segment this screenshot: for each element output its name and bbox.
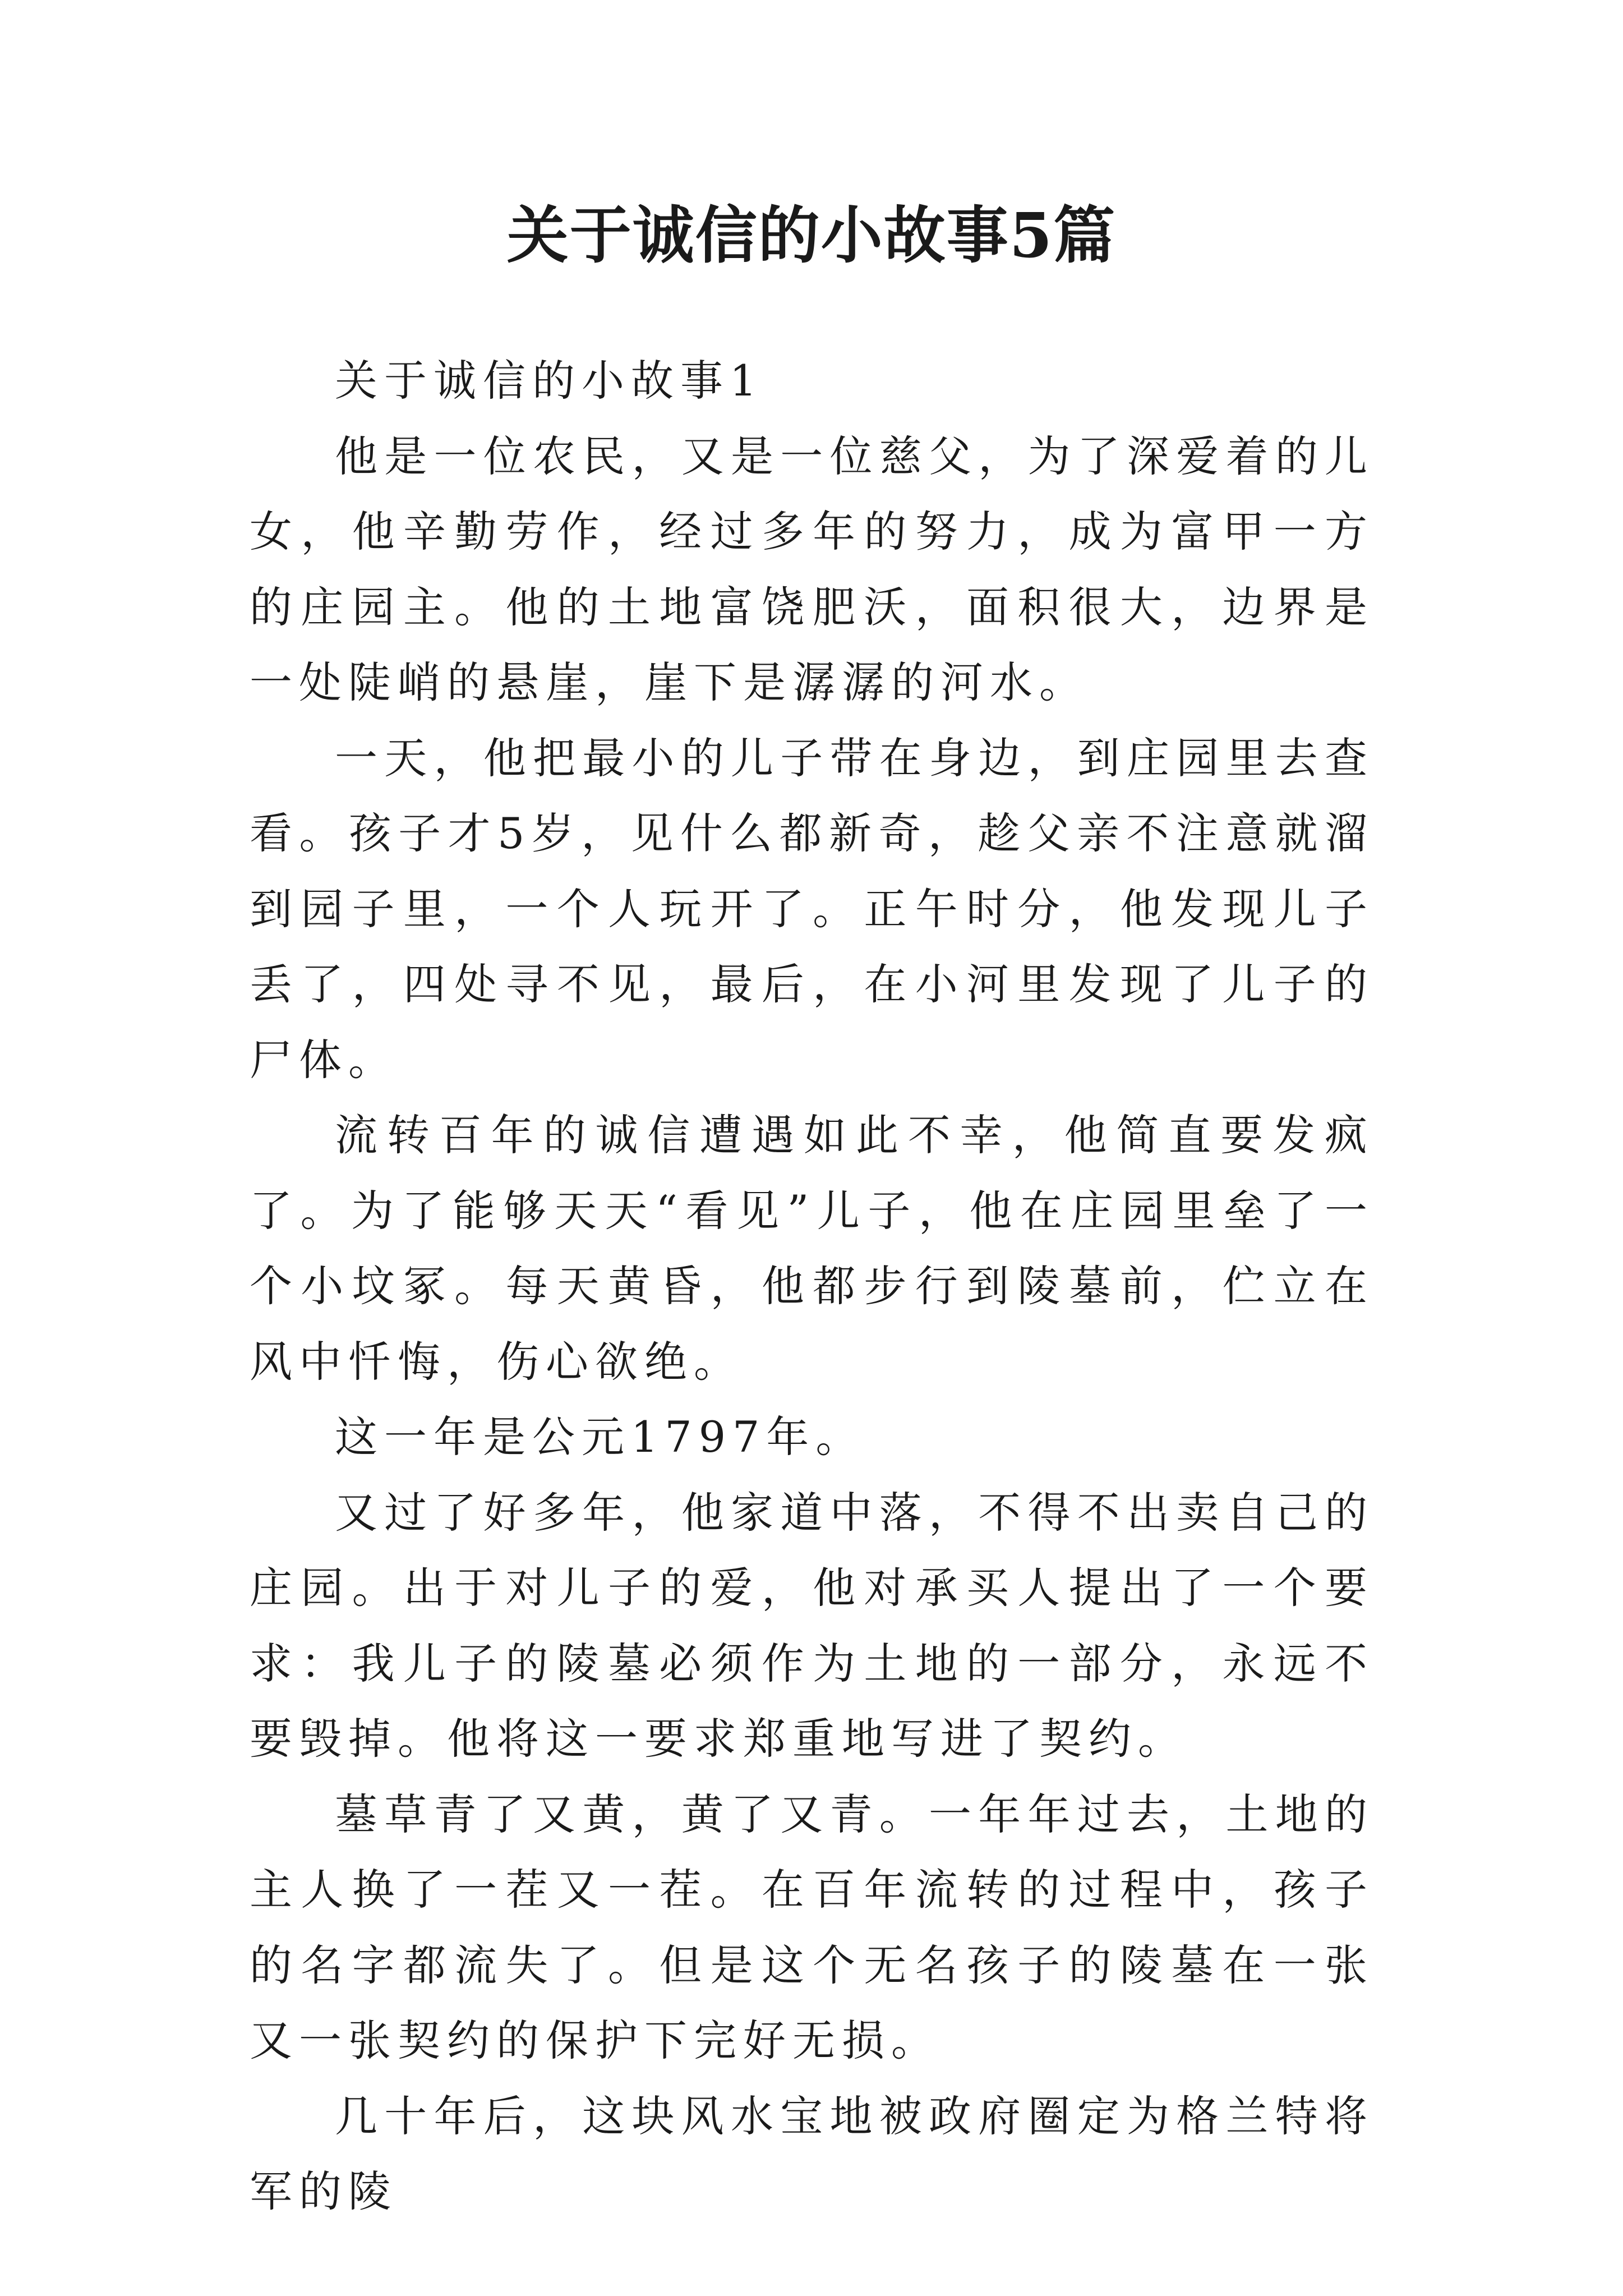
- document-title: 关于诚信的小故事5篇: [506, 199, 1117, 272]
- story-heading: 关于诚信的小故事1: [335, 356, 764, 406]
- paragraph: 墓草青了又黄，黄了又青。一年年过去，土地的主人换了一茬又一茬。在百年流转的过程中，孩子的名字都流失了。但是这个无名孩子的陵墓在一张又一张契约的保护下完好无损。: [250, 1789, 1374, 2065]
- paragraph: 几十年后，这块风水宝地被政府圈定为格兰特将军的陵: [250, 2091, 1374, 2216]
- paragraph: 他是一位农民，又是一位慈父，为了深爱着的儿女，他辛勤劳作，经过多年的努力，成为富甲一方的庄园主。他的土地富饶肥沃，面积很大，边界是一处陡峭的悬崖，崖下是潺潺的河水。: [250, 431, 1374, 707]
- paragraph: 一天，他把最小的儿子带在身边，到庄园里去查看。孩子才5岁，见什么都新奇，趁父亲不注意就溜到园子里，一个人玩开了。正午时分，他发现儿子丢了，四处寻不见，最后，在小河里发现了儿子的尸体。: [250, 733, 1374, 1085]
- paragraph: 又过了好多年，他家道中落，不得不出卖自己的庄园。出于对儿子的爱，他对承买人提出了一个要求：我儿子的陵墓必须作为土地的一部分，永远不要毁掉。他将这一要求郑重地写进了契约。: [250, 1487, 1374, 1764]
- paragraph: 流转百年的诚信遭遇如此不幸，他简直要发疯了。为了能够天天“看见”儿子，他在庄园里垒了一个小坟冢。每天黄昏，他都步行到陵墓前，伫立在风中忏悔，伤心欲绝。: [250, 1110, 1374, 1387]
- document-body: [250, 343, 1374, 2230]
- paragraph: 这一年是公元1797年。: [335, 1412, 865, 1462]
